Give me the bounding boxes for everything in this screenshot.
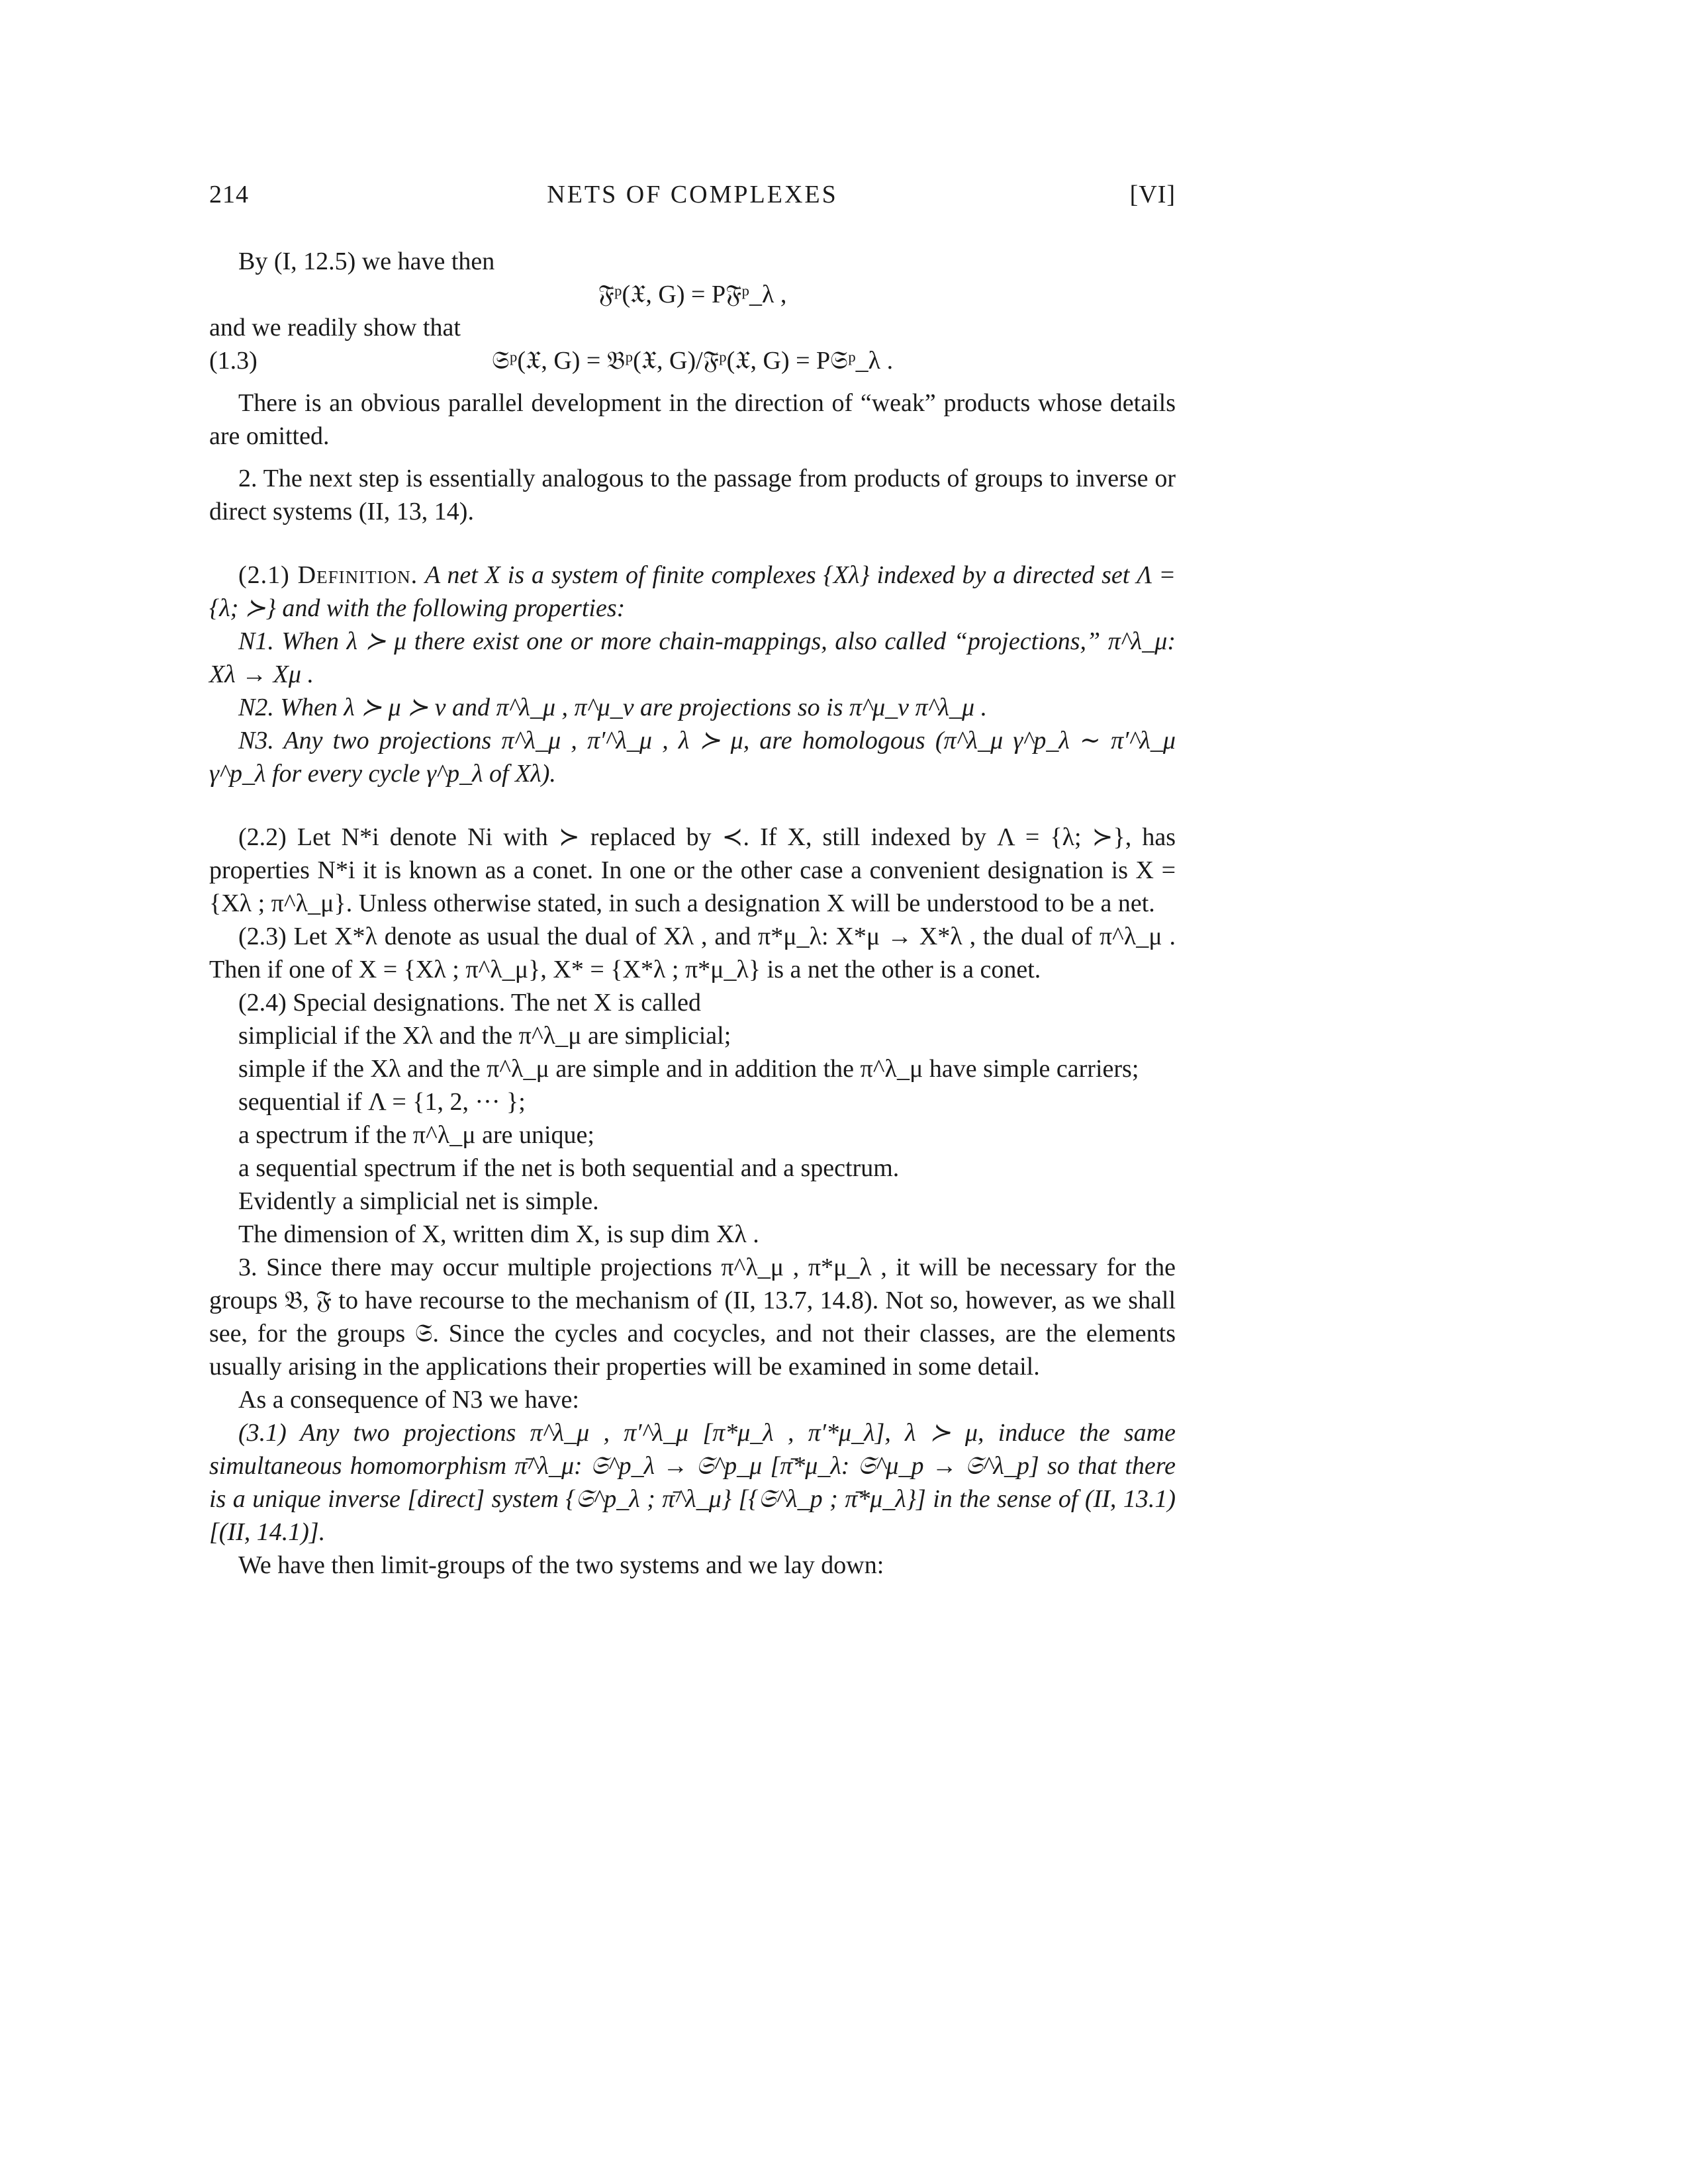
definition-2-1	[209, 559, 1176, 625]
paragraph-2-2: (2.2) Let N*i denote Ni with ≻ replaced by ≺. If X, still indexed by Λ = {λ; ≻}, has properties N*i it is known as a conet. In one or the other case a convenient designation is X = {Xλ ; π^λ_μ}. Unless otherwise stated, in such a designation X will be understood to be a net.	[209, 823, 1176, 917]
body-text	[209, 245, 1176, 1582]
definition-label: (2.1) Definition.	[238, 561, 418, 589]
section-2-intro: 2. The next step is essentially analogous to the passage from products of groups to inverse or direct systems (II, 13, 14).	[209, 465, 1176, 525]
page-header	[209, 180, 1176, 213]
special-designations-list	[209, 1019, 1176, 1251]
chapter-label: [VI]	[1129, 181, 1176, 208]
equation-number: (1.3)	[209, 347, 258, 375]
designation-sequential: sequential if Λ = {1, 2, ··· };	[238, 1088, 526, 1116]
paragraph: and we readily show that	[209, 314, 461, 341]
section-3-intro: 3. Since there may occur multiple projections π^λ_μ , π*μ_λ , it will be necessary for the groups 𝔅, 𝔉 to have recourse to the mechanism of (II, 13.7, 14.8). Not so, however, as we shall see, for the groups 𝔖. Since the cycles and cocycles, and not their classes, are the elements usually arising in the applications their properties will be examined in some detail.	[209, 1253, 1176, 1381]
display-formula: 𝔉̄ᵖ(𝔛, G) = P𝔉̄ᵖ_λ ,	[598, 281, 787, 308]
paragraph: As a consequence of N3 we have:	[238, 1386, 579, 1414]
definition-text: A net X is a system of finite complexes {Xλ} indexed by a directed set Λ = {λ; ≻} and with the following properties:	[209, 561, 1176, 622]
property-n1: N1. When λ ≻ μ there exist one or more chain-mappings, also called “projections,” π^λ_μ: Xλ → Xμ .	[209, 627, 1176, 688]
equation-1-3	[209, 344, 1176, 377]
dimension-definition: The dimension of X, written dim X, is sup dim Xλ .	[238, 1220, 759, 1248]
equation-body: 𝔖ᵖ(𝔛, G) = 𝔅ᵖ(𝔛, G)/𝔉̄ᵖ(𝔛, G) = P𝔖ᵖ_λ .	[491, 347, 894, 375]
designation-simple: simple if the Xλ and the π^λ_μ are simple and in addition the π^λ_μ have simple carriers;	[238, 1055, 1139, 1083]
theorem-3-1: (3.1) Any two projections π^λ_μ , π′^λ_μ [π*μ_λ , π′*μ_λ], λ ≻ μ, induce the same simultaneous homomorphism π̄^λ_μ: 𝔖^p_λ → 𝔖^p_μ [π̄*μ_λ: 𝔖^μ_p → 𝔖^λ_p] so that there is a unique inverse [direct] system {𝔖^p_λ ; π̄^λ_μ} [{𝔖^λ_p ; π̄*μ_λ}] in the sense of (II, 13.1) [(II, 14.1)].	[209, 1419, 1176, 1546]
property-n2: N2. When λ ≻ μ ≻ ν and π^λ_μ , π^μ_ν are projections so is π^μ_ν π^λ_μ .	[238, 694, 988, 721]
designation-sequential-spectrum: a sequential spectrum if the net is both sequential and a spectrum.	[238, 1154, 900, 1182]
running-title: NETS OF COMPLEXES	[547, 181, 838, 208]
paragraph-2-4: (2.4) Special designations. The net X is called	[238, 989, 701, 1017]
designation-spectrum: a spectrum if the π^λ_μ are unique;	[238, 1121, 594, 1149]
paragraph-intro: By (I, 12.5) we have then	[238, 248, 495, 275]
remark: Evidently a simplicial net is simple.	[238, 1187, 599, 1215]
page-number: 214	[209, 181, 249, 208]
property-n3: N3. Any two projections π^λ_μ , π′^λ_μ , λ ≻ μ, are homologous (π^λ_μ γ^p_λ ∼ π′^λ_μ γ^p_λ for every cycle γ^p_λ of Xλ).	[209, 727, 1176, 788]
paragraph-2-3: (2.3) Let X*λ denote as usual the dual of Xλ , and π*μ_λ: X*μ → X*λ , the dual of π^λ_μ . Then if one of X = {Xλ ; π^λ_μ}, X* = {X*λ ; π*μ_λ} is a net the other is a conet.	[209, 923, 1176, 983]
paragraph: There is an obvious parallel development in the direction of “weak” products whose details are omitted.	[209, 389, 1176, 450]
paragraph-final: We have then limit-groups of the two systems and we lay down:	[238, 1551, 884, 1579]
designation-simplicial: simplicial if the Xλ and the π^λ_μ are simplicial;	[238, 1022, 731, 1050]
